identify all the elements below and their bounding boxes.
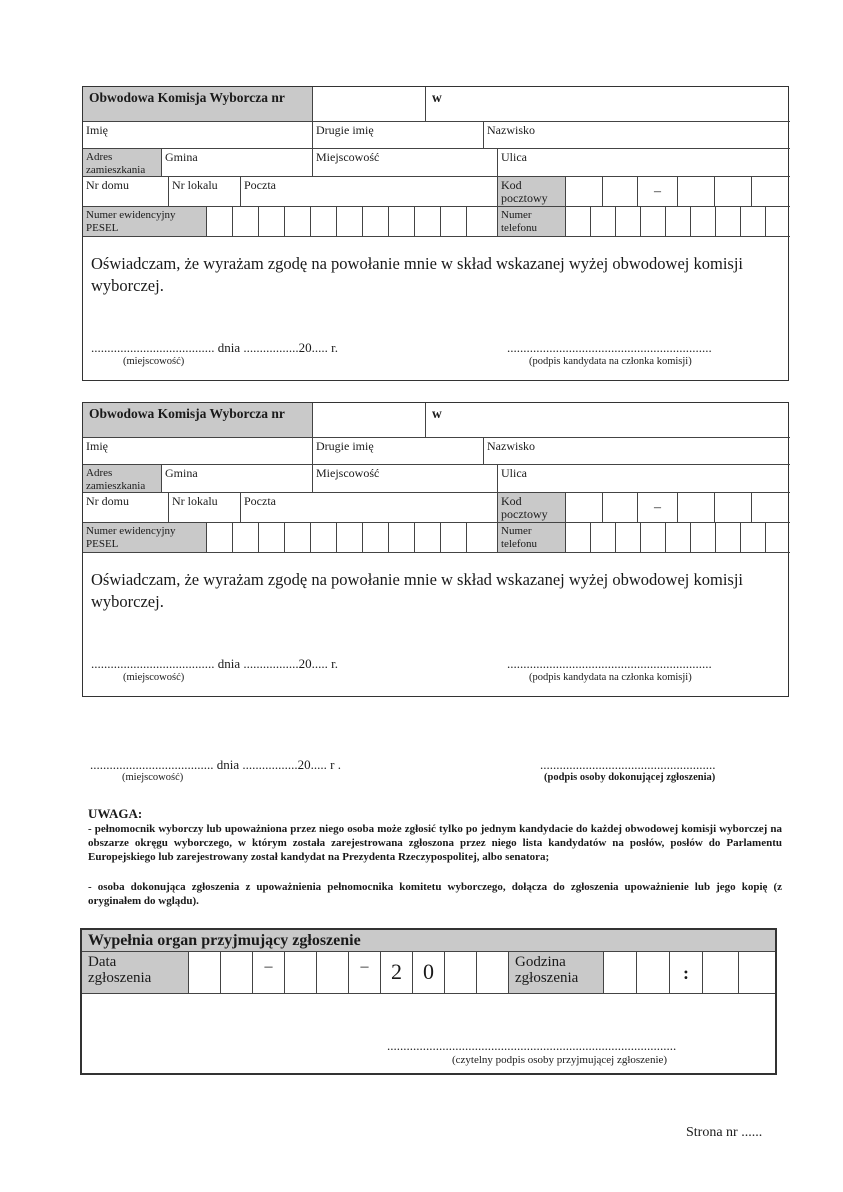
address-label: Adres zamieszkania bbox=[83, 465, 162, 493]
street-label: Ulica bbox=[501, 150, 527, 164]
second-name-label: Drugie imię bbox=[316, 439, 374, 453]
phone-digit-box[interactable] bbox=[566, 207, 591, 237]
candidate-form-2 bbox=[82, 402, 789, 697]
postal-code-box[interactable] bbox=[715, 177, 752, 207]
declaration-text: Oświadczam, że wyrażam zgodę na powołanie mnie w skład wskazanej wyżej obwodowej komisji wyborczej. bbox=[91, 570, 743, 611]
phone-digit-box[interactable] bbox=[741, 207, 766, 237]
pesel-digit-box[interactable] bbox=[363, 207, 389, 237]
street-field[interactable] bbox=[498, 149, 790, 177]
place-date-line[interactable]: ...................................... dnia .................20..... r. bbox=[91, 656, 338, 671]
first-name-label: Imię bbox=[86, 123, 108, 137]
phone-digit-box[interactable] bbox=[641, 207, 666, 237]
pesel-digit-box[interactable] bbox=[441, 523, 467, 553]
phone-digit-box[interactable] bbox=[591, 523, 616, 553]
postal-code-box[interactable] bbox=[603, 493, 638, 523]
phone-label: Numer telefonu bbox=[498, 207, 566, 237]
pesel-digit-box[interactable] bbox=[415, 523, 441, 553]
pesel-digit-box[interactable] bbox=[285, 523, 311, 553]
place-caption: (miejscowość) bbox=[123, 672, 185, 683]
commission-location-field[interactable] bbox=[426, 87, 790, 122]
phone-digit-box[interactable] bbox=[766, 207, 790, 237]
street-label: Ulica bbox=[501, 466, 527, 480]
house-number-label: Nr domu bbox=[86, 178, 129, 192]
phone-digit-box[interactable] bbox=[716, 523, 741, 553]
signature-caption: (podpis kandydata na członka komisji) bbox=[529, 672, 692, 683]
pesel-digit-box[interactable] bbox=[363, 523, 389, 553]
house-number-label: Nr domu bbox=[86, 494, 129, 508]
pesel-digit-box[interactable] bbox=[285, 207, 311, 237]
postal-code-box[interactable] bbox=[566, 493, 603, 523]
pesel-digit-box[interactable] bbox=[467, 207, 498, 237]
commission-number-field[interactable] bbox=[313, 87, 426, 122]
time-digit-box[interactable] bbox=[604, 952, 637, 994]
phone-digit-box[interactable] bbox=[641, 523, 666, 553]
phone-digit-box[interactable] bbox=[566, 523, 591, 553]
year-digit-box[interactable] bbox=[445, 952, 477, 994]
locality-label: Miejscowość bbox=[316, 466, 380, 480]
postal-code-dash: – bbox=[638, 493, 678, 523]
place-date-line[interactable]: ...................................... dnia .................20..... r. bbox=[91, 340, 338, 355]
commission-label: Obwodowa Komisja Wyborcza nr bbox=[83, 87, 313, 122]
pesel-digit-box[interactable] bbox=[259, 523, 285, 553]
page-number: Strona nr ...... bbox=[686, 1125, 763, 1140]
time-colon: : bbox=[670, 952, 703, 994]
phone-digit-box[interactable] bbox=[616, 523, 641, 553]
pesel-digit-box[interactable] bbox=[389, 207, 415, 237]
postal-code-box[interactable] bbox=[678, 493, 715, 523]
date-box[interactable] bbox=[189, 952, 221, 994]
surname-field[interactable] bbox=[484, 438, 790, 465]
notice-item-2: - osoba dokonująca zgłoszenia z upoważnienia pełnomocnika komitetu wyborczego, dołącza do zgłoszenia upoważnienie lub jego kopię (z oryginałem do wglądu). bbox=[88, 881, 782, 907]
house-number-field[interactable] bbox=[83, 177, 169, 207]
phone-digit-box[interactable] bbox=[691, 207, 716, 237]
phone-digit-box[interactable] bbox=[616, 207, 641, 237]
flat-number-field[interactable] bbox=[169, 177, 241, 207]
address-label: Adres zamieszkania bbox=[83, 149, 162, 177]
pesel-digit-box[interactable] bbox=[441, 207, 467, 237]
notice-title: UWAGA: bbox=[88, 806, 143, 821]
time-label: Godzina zgłoszenia bbox=[509, 952, 604, 994]
receiver-signature-line[interactable]: ......................................................................................... bbox=[387, 1038, 677, 1053]
year-digit-box[interactable] bbox=[477, 952, 509, 994]
pesel-digit-box[interactable] bbox=[311, 207, 337, 237]
notice-item-1: - pełnomocnik wyborczy lub upoważniona przez niego osoba może zgłosić tylko po jednym kandydacie do każdej obwodowej komisji wyborczej na obszarze okręgu wyborczego, w którym została zarejestrowana zgłoszona przez niego lista kandydatów na posłów, posłów do Parlamentu Europejskiego lub zarejestrowany został kandydat na Prezydenta Rzeczypospolitej, albo senatora; bbox=[88, 823, 782, 863]
postal-code-box[interactable] bbox=[678, 177, 715, 207]
first-name-label: Imię bbox=[86, 439, 108, 453]
postal-code-label: Kod pocztowy bbox=[498, 177, 566, 207]
in-label: w bbox=[432, 90, 442, 105]
pesel-digit-box[interactable] bbox=[337, 207, 363, 237]
commune-field[interactable] bbox=[162, 149, 313, 177]
phone-digit-box[interactable] bbox=[691, 523, 716, 553]
second-name-field[interactable] bbox=[313, 122, 484, 149]
office-section-title: Wypełnia organ przyjmujący zgłoszenie bbox=[82, 930, 775, 952]
post-office-field[interactable] bbox=[241, 177, 498, 207]
date-box[interactable] bbox=[317, 952, 349, 994]
flat-number-label: Nr lokalu bbox=[172, 494, 218, 508]
postal-code-box[interactable] bbox=[752, 177, 790, 207]
phone-digit-box[interactable] bbox=[741, 523, 766, 553]
postal-code-dash: – bbox=[638, 177, 678, 207]
commune-label: Gmina bbox=[165, 150, 198, 164]
submitter-signature-caption: (podpis osoby dokonującej zgłoszenia) bbox=[544, 772, 716, 783]
commission-number-field[interactable] bbox=[313, 403, 426, 438]
pesel-digit-box[interactable] bbox=[467, 523, 498, 553]
pesel-label: Numer ewidencyjny PESEL bbox=[83, 523, 207, 553]
phone-digit-box[interactable] bbox=[766, 523, 790, 553]
phone-digit-box[interactable] bbox=[591, 207, 616, 237]
postal-code-box[interactable] bbox=[566, 177, 603, 207]
postal-code-label: Kod pocztowy bbox=[498, 493, 566, 523]
street-field[interactable] bbox=[498, 465, 790, 493]
surname-label: Nazwisko bbox=[487, 123, 535, 137]
year-digit-2: 2 bbox=[381, 952, 413, 994]
submitter-place-caption: (miejscowość) bbox=[122, 772, 184, 783]
submitter-place-date-line[interactable]: ...................................... dnia .................20..... r . bbox=[90, 757, 341, 772]
locality-field[interactable] bbox=[313, 465, 498, 493]
commune-label: Gmina bbox=[165, 466, 198, 480]
post-office-label: Poczta bbox=[244, 178, 276, 192]
date-dash-2: – bbox=[349, 952, 381, 994]
surname-label: Nazwisko bbox=[487, 439, 535, 453]
pesel-digit-box[interactable] bbox=[337, 523, 363, 553]
date-dash-1: – bbox=[253, 952, 285, 994]
commune-field[interactable] bbox=[162, 465, 313, 493]
pesel-label: Numer ewidencyjny PESEL bbox=[83, 207, 207, 237]
time-digit-box[interactable] bbox=[739, 952, 775, 994]
pesel-digit-box[interactable] bbox=[233, 207, 259, 237]
pesel-digit-box[interactable] bbox=[207, 207, 233, 237]
surname-field[interactable] bbox=[484, 122, 790, 149]
candidate-signature-line[interactable]: ............................................................... bbox=[507, 656, 712, 671]
postal-code-box[interactable] bbox=[715, 493, 752, 523]
second-name-label: Drugie imię bbox=[316, 123, 374, 137]
receiver-signature-caption: (czytelny podpis osoby przyjmującej zgłoszenie) bbox=[452, 1054, 668, 1066]
locality-field[interactable] bbox=[313, 149, 498, 177]
pesel-digit-box[interactable] bbox=[259, 207, 285, 237]
pesel-digit-box[interactable] bbox=[389, 523, 415, 553]
signature-caption: (podpis kandydata na członka komisji) bbox=[529, 356, 692, 367]
pesel-digit-box[interactable] bbox=[233, 523, 259, 553]
phone-digit-box[interactable] bbox=[716, 207, 741, 237]
declaration-text: Oświadczam, że wyrażam zgodę na powołanie mnie w skład wskazanej wyżej obwodowej komisji wyborczej. bbox=[91, 254, 743, 295]
flat-number-label: Nr lokalu bbox=[172, 178, 218, 192]
pesel-digit-box[interactable] bbox=[207, 523, 233, 553]
post-office-field[interactable] bbox=[241, 493, 498, 523]
first-name-field[interactable] bbox=[83, 438, 313, 465]
commission-label: Obwodowa Komisja Wyborcza nr bbox=[83, 403, 313, 438]
phone-digit-box[interactable] bbox=[666, 523, 691, 553]
postal-code-box[interactable] bbox=[752, 493, 790, 523]
phone-label: Numer telefonu bbox=[498, 523, 566, 553]
second-name-field[interactable] bbox=[313, 438, 484, 465]
office-section bbox=[80, 928, 777, 1075]
postal-code-box[interactable] bbox=[603, 177, 638, 207]
year-digit-0: 0 bbox=[413, 952, 445, 994]
flat-number-field[interactable] bbox=[169, 493, 241, 523]
first-name-field[interactable] bbox=[83, 122, 313, 149]
in-label: w bbox=[432, 406, 442, 421]
submitter-signature-line[interactable]: ...................................................... bbox=[540, 757, 716, 772]
date-box[interactable] bbox=[221, 952, 253, 994]
time-digit-box[interactable] bbox=[637, 952, 670, 994]
candidate-form-1 bbox=[82, 86, 789, 381]
date-box[interactable] bbox=[285, 952, 317, 994]
pesel-digit-box[interactable] bbox=[311, 523, 337, 553]
candidate-signature-line[interactable]: ............................................................... bbox=[507, 340, 712, 355]
time-digit-box[interactable] bbox=[703, 952, 739, 994]
place-caption: (miejscowość) bbox=[123, 356, 185, 367]
commission-location-field[interactable] bbox=[426, 403, 790, 438]
pesel-digit-box[interactable] bbox=[415, 207, 441, 237]
locality-label: Miejscowość bbox=[316, 150, 380, 164]
phone-digit-box[interactable] bbox=[666, 207, 691, 237]
house-number-field[interactable] bbox=[83, 493, 169, 523]
date-label: Data zgłoszenia bbox=[82, 952, 189, 994]
post-office-label: Poczta bbox=[244, 494, 276, 508]
